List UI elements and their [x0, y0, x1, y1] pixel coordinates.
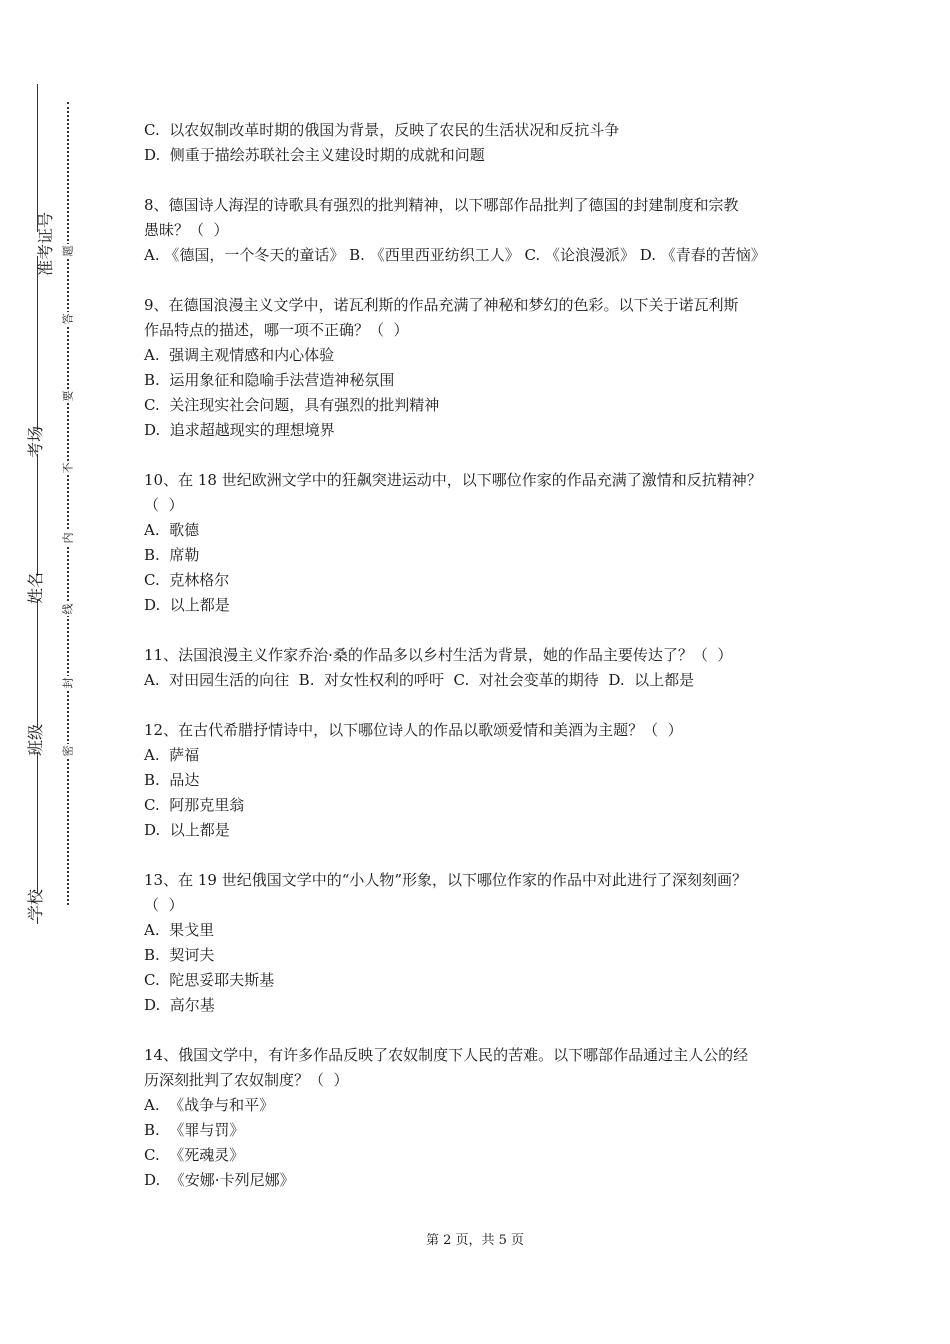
question-9-option-c: C. 关注现实社会问题，具有强烈的批判精神	[144, 396, 440, 414]
question-8-options: A. 《德国，一个冬天的童话》 B. 《西里西亚纺织工人》 C. 《论浪漫派》 D. 《青春的苦恼》	[144, 246, 766, 264]
spacer	[144, 443, 816, 468]
question-12	[144, 718, 816, 843]
page-footer	[0, 1229, 950, 1248]
question-13-option-a: A. 果戈里	[144, 921, 215, 939]
field-school	[14, 888, 58, 922]
question-9	[144, 293, 816, 443]
seal-char-yao-text: 要	[61, 390, 74, 402]
question-11-options: A. 对田园生活的向往 B. 对女性权利的呼吁 C. 对社会变革的期待 D. 以上都是	[144, 671, 695, 689]
question-7-option-c: C. 以农奴制改革时期的俄国为背景，反映了农民的生活状况和反抗斗争	[144, 121, 620, 139]
question-7-tail	[144, 118, 816, 168]
question-8-stem-line-1: 8、德国诗人海涅的诗歌具有强烈的批判精神，以下哪部作品批判了德国的封建制度和宗教	[144, 196, 739, 214]
binding-solid-line	[37, 84, 38, 924]
seal-char-mi	[59, 744, 77, 758]
question-14-stem-line-1: 14、俄国文学中，有许多作品反映了农奴制度下人民的苦难。以下哪部作品通过主人公的经	[144, 1046, 749, 1064]
field-class	[14, 723, 58, 757]
field-exam-number	[14, 211, 58, 277]
question-12-stem: 12、在古代希腊抒情诗中，以下哪位诗人的作品以歌颂爱情和美酒为主题？（ ）	[144, 721, 683, 739]
seal-char-xian	[59, 602, 77, 616]
seal-char-da	[59, 312, 77, 326]
spacer	[144, 843, 816, 868]
question-13	[144, 868, 816, 1018]
question-10-stem-line-2: （ ）	[144, 496, 184, 514]
question-12-option-b: B. 品达	[144, 771, 200, 789]
field-name	[14, 571, 58, 605]
question-12-option-a: A. 萨福	[144, 746, 200, 764]
seal-char-da-text: 答	[61, 313, 74, 325]
question-9-option-b: B. 运用象征和隐喻手法营造神秘氛围	[144, 371, 395, 389]
field-exam-number-label: 准考证号	[36, 211, 56, 277]
question-14-option-b: B. 《罪与罚》	[144, 1121, 245, 1139]
question-10-option-a: A. 歌德	[144, 521, 200, 539]
question-9-option-a: A. 强调主观情感和内心体验	[144, 346, 335, 364]
question-13-option-b: B. 契诃夫	[144, 946, 215, 964]
field-class-label: 班级	[25, 723, 45, 757]
question-10-option-d: D. 以上都是	[144, 596, 230, 614]
seal-dotted-line	[67, 102, 69, 905]
spacer	[144, 268, 816, 293]
spacer	[144, 168, 816, 193]
question-9-option-d: D. 追求超越现实的理想境界	[144, 421, 335, 439]
question-8-stem-line-2: 愚昧？（ ）	[144, 221, 229, 239]
question-13-option-d: D. 高尔基	[144, 996, 215, 1014]
question-list	[144, 118, 816, 1193]
field-exam-room	[14, 425, 58, 459]
question-14	[144, 1043, 816, 1193]
question-12-option-c: C. 阿那克里翁	[144, 796, 245, 814]
binding-margin	[0, 0, 120, 1344]
field-exam-room-label: 考场	[25, 425, 45, 459]
seal-char-ti-text: 题	[61, 245, 74, 257]
seal-char-nei-text: 内	[61, 532, 74, 544]
seal-char-xian-text: 线	[61, 603, 74, 615]
question-10-option-c: C. 克林格尔	[144, 571, 230, 589]
question-10	[144, 468, 816, 618]
spacer	[144, 618, 816, 643]
seal-char-feng	[59, 676, 77, 690]
question-9-stem-line-1: 9、在德国浪漫主义文学中，诺瓦利斯的作品充满了神秘和梦幻的色彩。以下关于诺瓦利斯	[144, 296, 739, 314]
question-12-option-d: D. 以上都是	[144, 821, 230, 839]
question-7-option-d: D. 侧重于描绘苏联社会主义建设时期的成就和问题	[144, 146, 485, 164]
question-11	[144, 643, 816, 693]
question-14-option-a: A. 《战争与和平》	[144, 1096, 275, 1114]
seal-char-bu-text: 不	[61, 462, 74, 474]
seal-char-bu	[59, 461, 77, 475]
question-9-stem-line-2: 作品特点的描述，哪一项不正确？（ ）	[144, 321, 409, 339]
page-number: 第 2 页，共 5 页	[425, 1233, 525, 1248]
seal-char-feng-text: 封	[61, 677, 74, 689]
question-14-option-d: D. 《安娜·卡列尼娜》	[144, 1171, 295, 1189]
question-13-stem-line-2: （ ）	[144, 896, 184, 914]
question-11-stem: 11、法国浪漫主义作家乔治·桑的作品多以乡村生活为背景，她的作品主要传达了？（ ）	[144, 646, 733, 664]
question-8	[144, 193, 816, 268]
seal-char-mi-text: 密	[61, 745, 74, 757]
question-10-option-b: B. 席勒	[144, 546, 200, 564]
question-13-stem-line-1: 13、在 19 世纪俄国文学中的“小人物”形象，以下哪位作家的作品中对此进行了深刻刻画？	[144, 871, 748, 889]
question-10-stem-line-1: 10、在 18 世纪欧洲文学中的狂飙突进运动中，以下哪位作家的作品充满了激情和反抗精神？	[144, 471, 762, 489]
seal-char-yao	[59, 389, 77, 403]
field-school-label: 学校	[25, 888, 45, 922]
question-14-option-c: C. 《死魂灵》	[144, 1146, 245, 1164]
spacer	[144, 693, 816, 718]
field-name-label: 姓名	[25, 571, 45, 605]
seal-char-ti	[59, 244, 77, 258]
question-14-stem-line-2: 历深刻批判了农奴制度？（ ）	[144, 1071, 349, 1089]
spacer	[144, 1018, 816, 1043]
question-13-option-c: C. 陀思妥耶夫斯基	[144, 971, 275, 989]
seal-char-nei	[59, 531, 77, 545]
